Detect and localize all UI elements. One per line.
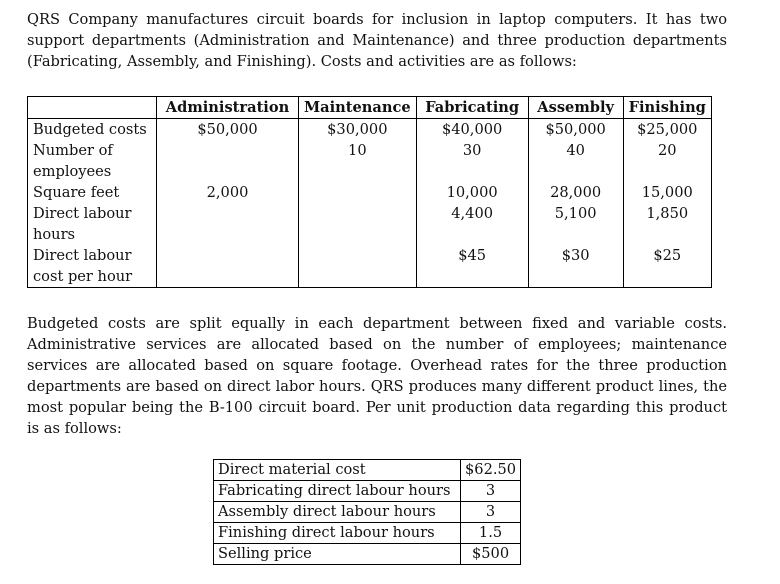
header-blank bbox=[28, 97, 157, 119]
table-cell bbox=[299, 203, 417, 245]
table-cell: 10,000 bbox=[416, 182, 528, 203]
unit-label: Direct material cost bbox=[214, 460, 461, 481]
header-fabricating: Fabricating bbox=[416, 97, 528, 119]
unit-value: 1.5 bbox=[461, 523, 521, 544]
table-cell: 28,000 bbox=[528, 182, 623, 203]
row-label: Budgeted costs bbox=[28, 119, 157, 141]
header-maintenance: Maintenance bbox=[299, 97, 417, 119]
header-finishing: Finishing bbox=[623, 97, 711, 119]
table-cell: 4,400 bbox=[416, 203, 528, 245]
table-cell: 1,850 bbox=[623, 203, 711, 245]
table-cell bbox=[157, 203, 299, 245]
row-label: Direct labour hours bbox=[28, 203, 157, 245]
table-cell: $45 bbox=[416, 245, 528, 288]
table-cell: $50,000 bbox=[528, 119, 623, 141]
table-cell: 40 bbox=[528, 140, 623, 182]
table-row bbox=[214, 523, 521, 544]
table-cell: $25 bbox=[623, 245, 711, 288]
table-cell bbox=[299, 245, 417, 288]
unit-label: Fabricating direct labour hours bbox=[214, 481, 461, 502]
table-cell: 30 bbox=[416, 140, 528, 182]
table-row bbox=[28, 203, 712, 245]
table-cell: $30,000 bbox=[299, 119, 417, 141]
intro-paragraph: QRS Company manufactures circuit boards for inclusion in laptop computers. It has two support departments (Administration and Maintenance) and three production departments (Fabricating, Assembly, and Finishing). Costs and activities are as follows: bbox=[27, 11, 727, 70]
table-cell: $30 bbox=[528, 245, 623, 288]
row-label: Number of employees bbox=[28, 140, 157, 182]
table-row bbox=[28, 140, 712, 182]
table-cell: $50,000 bbox=[157, 119, 299, 141]
table-cell: $25,000 bbox=[623, 119, 711, 141]
table-cell bbox=[157, 245, 299, 288]
unit-value: 3 bbox=[461, 502, 521, 523]
table-row bbox=[214, 481, 521, 502]
header-assembly: Assembly bbox=[528, 97, 623, 119]
table-row bbox=[214, 544, 521, 565]
table-row bbox=[28, 119, 712, 141]
table-row bbox=[214, 502, 521, 523]
table-header-row bbox=[28, 97, 712, 119]
table-cell: 5,100 bbox=[528, 203, 623, 245]
table-cell: 20 bbox=[623, 140, 711, 182]
department-costs-table bbox=[27, 96, 712, 288]
unit-value: $62.50 bbox=[461, 460, 521, 481]
table-cell: 10 bbox=[299, 140, 417, 182]
table-cell: 15,000 bbox=[623, 182, 711, 203]
table-row bbox=[28, 245, 712, 288]
unit-label: Assembly direct labour hours bbox=[214, 502, 461, 523]
table-cell: 2,000 bbox=[157, 182, 299, 203]
unit-value: $500 bbox=[461, 544, 521, 565]
table-cell bbox=[299, 182, 417, 203]
table-cell: $40,000 bbox=[416, 119, 528, 141]
unit-value: 3 bbox=[461, 481, 521, 502]
unit-production-table bbox=[213, 459, 521, 565]
table-cell bbox=[157, 140, 299, 182]
unit-label: Selling price bbox=[214, 544, 461, 565]
row-label: Direct labour cost per hour bbox=[28, 245, 157, 288]
unit-label: Finishing direct labour hours bbox=[214, 523, 461, 544]
header-administration: Administration bbox=[157, 97, 299, 119]
table-row bbox=[28, 182, 712, 203]
table-row bbox=[214, 460, 521, 481]
allocation-paragraph: Budgeted costs are split equally in each department between fixed and variable costs. Administrative services are allocated based on the number of employees; maintenance services are allocated based on square footage. Overhead rates for the three production departments are based on direct labor hours. QRS produces many different product lines, the most popular being the B-100 circuit board. Per unit production data regarding this product is as follows: bbox=[27, 315, 727, 437]
row-label: Square feet bbox=[28, 182, 157, 203]
